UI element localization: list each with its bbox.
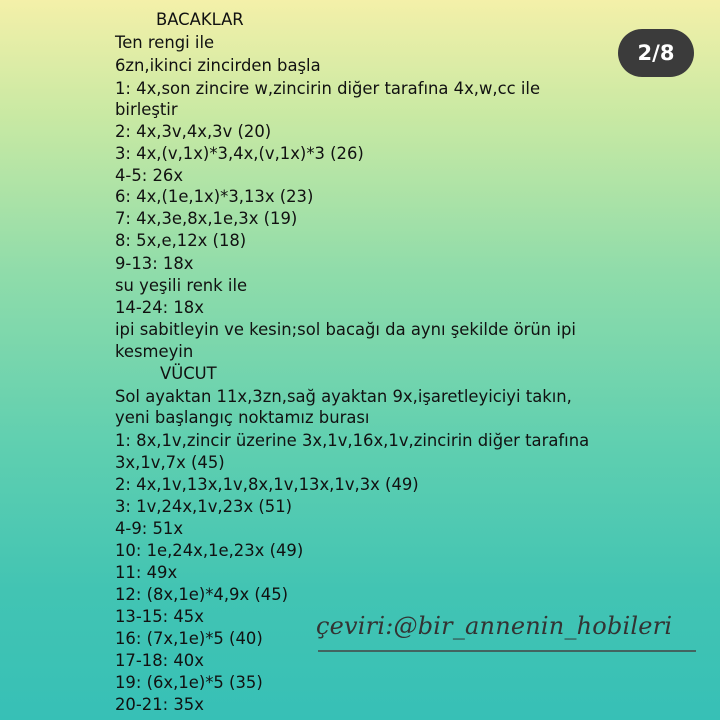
pattern-line: 2: 4x,1v,13x,1v,8x,1v,13x,1v,3x (49)	[115, 475, 419, 494]
pattern-line: ipi sabitleyin ve kesin;sol bacağı da aynı şekilde örün ipi	[115, 320, 576, 339]
pattern-line: su yeşili renk ile	[115, 276, 248, 295]
pattern-line: 2: 4x,3v,4x,3v (20)	[115, 122, 272, 141]
page-indicator-badge: 2/8	[618, 29, 694, 77]
pattern-line: 19: (6x,1e)*5 (35)	[115, 673, 263, 692]
pattern-line: kesmeyin	[115, 342, 194, 361]
translator-credit: çeviri:@bir_annenin_hobileri	[316, 612, 673, 640]
pattern-line: 7: 4x,3e,8x,1e,3x (19)	[115, 209, 298, 228]
pattern-line: 9-13: 18x	[115, 254, 194, 273]
pattern-line: 13-15: 45x	[115, 607, 204, 626]
pattern-line: yeni başlangıç noktamız burası	[115, 408, 370, 427]
pattern-line: 11: 49x	[115, 563, 178, 582]
pattern-line: 8: 5x,e,12x (18)	[115, 231, 247, 250]
pattern-line: 3x,1v,7x (45)	[115, 453, 225, 472]
pattern-line: 12: (8x,1e)*4,9x (45)	[115, 585, 289, 604]
pattern-line: 6zn,ikinci zincirden başla	[115, 56, 321, 75]
pattern-line: 3: 4x,(v,1x)*3,4x,(v,1x)*3 (26)	[115, 144, 364, 163]
pattern-line: 4-9: 51x	[115, 519, 184, 538]
pattern-line: birleştir	[115, 100, 178, 119]
pattern-line: 10: 1e,24x,1e,23x (49)	[115, 541, 304, 560]
pattern-line: 1: 8x,1v,zincir üzerine 3x,1v,16x,1v,zincirin diğer tarafına	[115, 431, 590, 450]
credit-underline	[318, 650, 696, 652]
pattern-line: 20-21: 35x	[115, 695, 204, 714]
pattern-line: 6: 4x,(1e,1x)*3,13x (23)	[115, 187, 314, 206]
pattern-line: 14-24: 18x	[115, 298, 204, 317]
section-heading-legs: BACAKLAR	[156, 10, 244, 29]
pattern-line: Ten rengi ile	[115, 33, 215, 52]
pattern-line: 3: 1v,24x,1v,23x (51)	[115, 497, 293, 516]
pattern-line: Sol ayaktan 11x,3zn,sağ ayaktan 9x,işaretleyiciyi takın,	[115, 387, 572, 406]
section-heading-body: VÜCUT	[160, 364, 217, 383]
pattern-line: 1: 4x,son zincire w,zincirin diğer tarafına 4x,w,cc ile	[115, 79, 541, 98]
pattern-line: 16: (7x,1e)*5 (40)	[115, 629, 263, 648]
pattern-line: 17-18: 40x	[115, 651, 204, 670]
pattern-line: 4-5: 26x	[115, 166, 184, 185]
